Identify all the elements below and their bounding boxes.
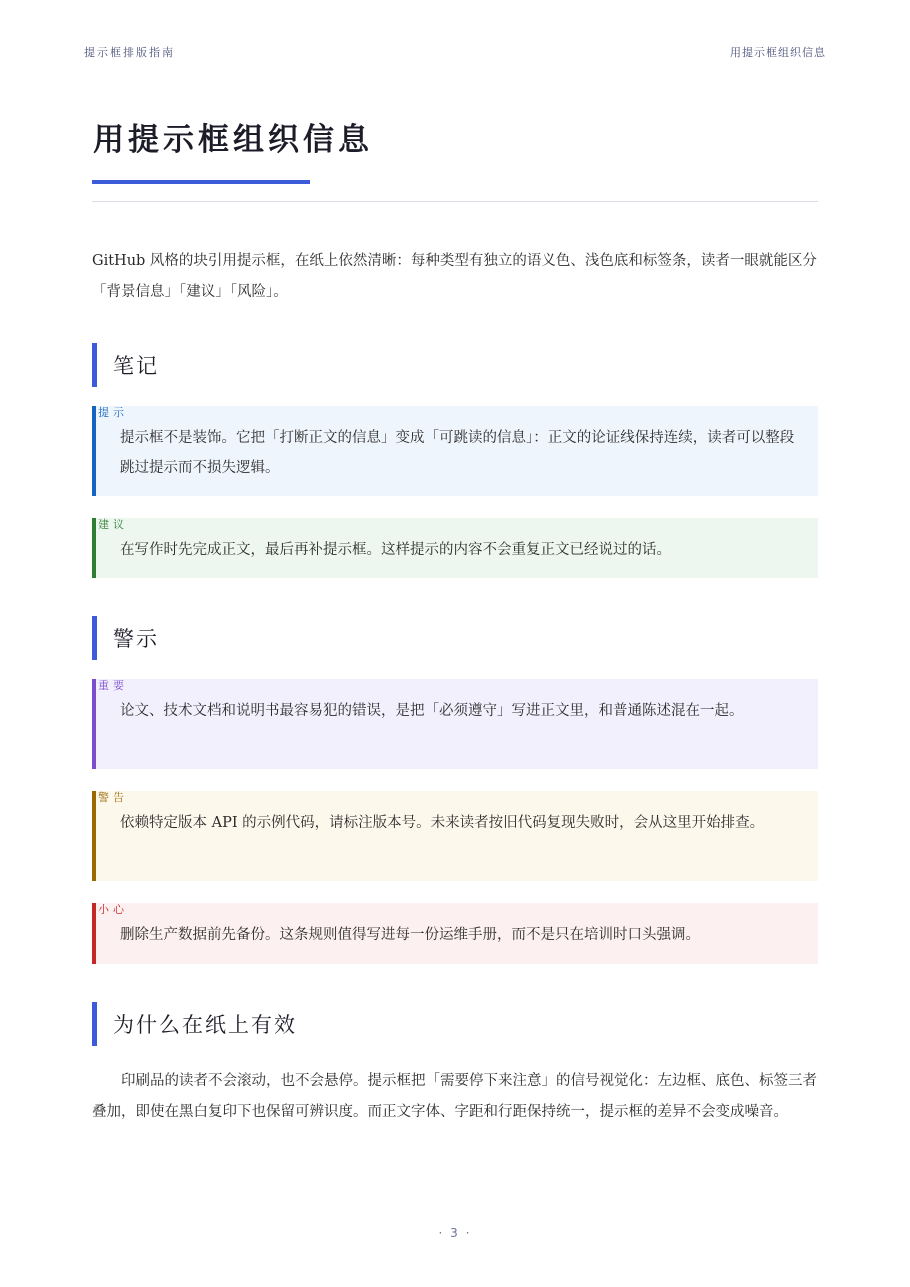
- callout-note: [92, 406, 818, 496]
- callout-warning: [92, 791, 818, 881]
- closing-paragraph: 印刷品的读者不会滚动，也不会悬停。提示框把「需要停下来注意」的信号视觉化：左边框、底色、标签三者叠加，即使在黑白复印下也保留可辨识度。而正文字体、字距和行距保持统一，提示框的差异不会变成噪音。: [92, 1073, 817, 1120]
- callout-caution: [92, 903, 818, 964]
- section-heading-label: 笔记: [113, 354, 159, 378]
- callout-body: 提示框不是装饰。它把「打断正文的信息」变成「可跳读的信息」：正文的论证线保持连续，读者可以整段跳过提示而不损失逻辑。: [120, 430, 795, 476]
- section-accent-bar: [92, 616, 97, 660]
- title-accent-bar: [92, 180, 310, 184]
- section-heading-why-paper: [92, 1002, 392, 1046]
- running-head-left: 提示框排版指南: [84, 46, 175, 59]
- section-heading-label: 为什么在纸上有效: [113, 1013, 297, 1037]
- running-head-right: 用提示框组织信息: [730, 46, 826, 59]
- intro-paragraph: GitHub 风格的块引用提示框，在纸上依然清晰：每种类型有独立的语义色、浅色底和标签条，读者一眼就能区分「背景信息」「建议」「风险」。: [92, 253, 817, 300]
- callout-body: 论文、技术文档和说明书最容易犯的错误，是把「必须遵守」写进正文里，和普通陈述混在一起。: [120, 703, 744, 719]
- callout-important: [92, 679, 818, 769]
- callout-tag: 建议: [98, 518, 128, 531]
- page-number: · 3 ·: [438, 1226, 472, 1240]
- callout-tag: 小心: [98, 903, 128, 916]
- callout-body: 删除生产数据前先备份。这条规则值得写进每一份运维手册，而不是只在培训时口头强调。: [120, 927, 700, 943]
- callout-body: 在写作时先完成正文，最后再补提示框。这样提示的内容不会重复正文已经说过的话。: [120, 542, 671, 558]
- callout-tag: 提示: [98, 406, 128, 419]
- page-title: 用提示框组织信息: [93, 122, 373, 158]
- section-heading-label: 警示: [113, 627, 159, 651]
- section-heading-warnings: [92, 616, 392, 660]
- callout-tip: [92, 518, 818, 578]
- callout-tag: 警告: [98, 791, 128, 804]
- title-divider: [92, 201, 818, 202]
- callout-body: 依赖特定版本 API 的示例代码，请标注版本号。未来读者按旧代码复现失败时，会从这里开始排查。: [120, 815, 765, 831]
- section-heading-notes: [92, 343, 392, 387]
- callout-tag: 重要: [98, 679, 128, 692]
- section-accent-bar: [92, 1002, 97, 1046]
- section-accent-bar: [92, 343, 97, 387]
